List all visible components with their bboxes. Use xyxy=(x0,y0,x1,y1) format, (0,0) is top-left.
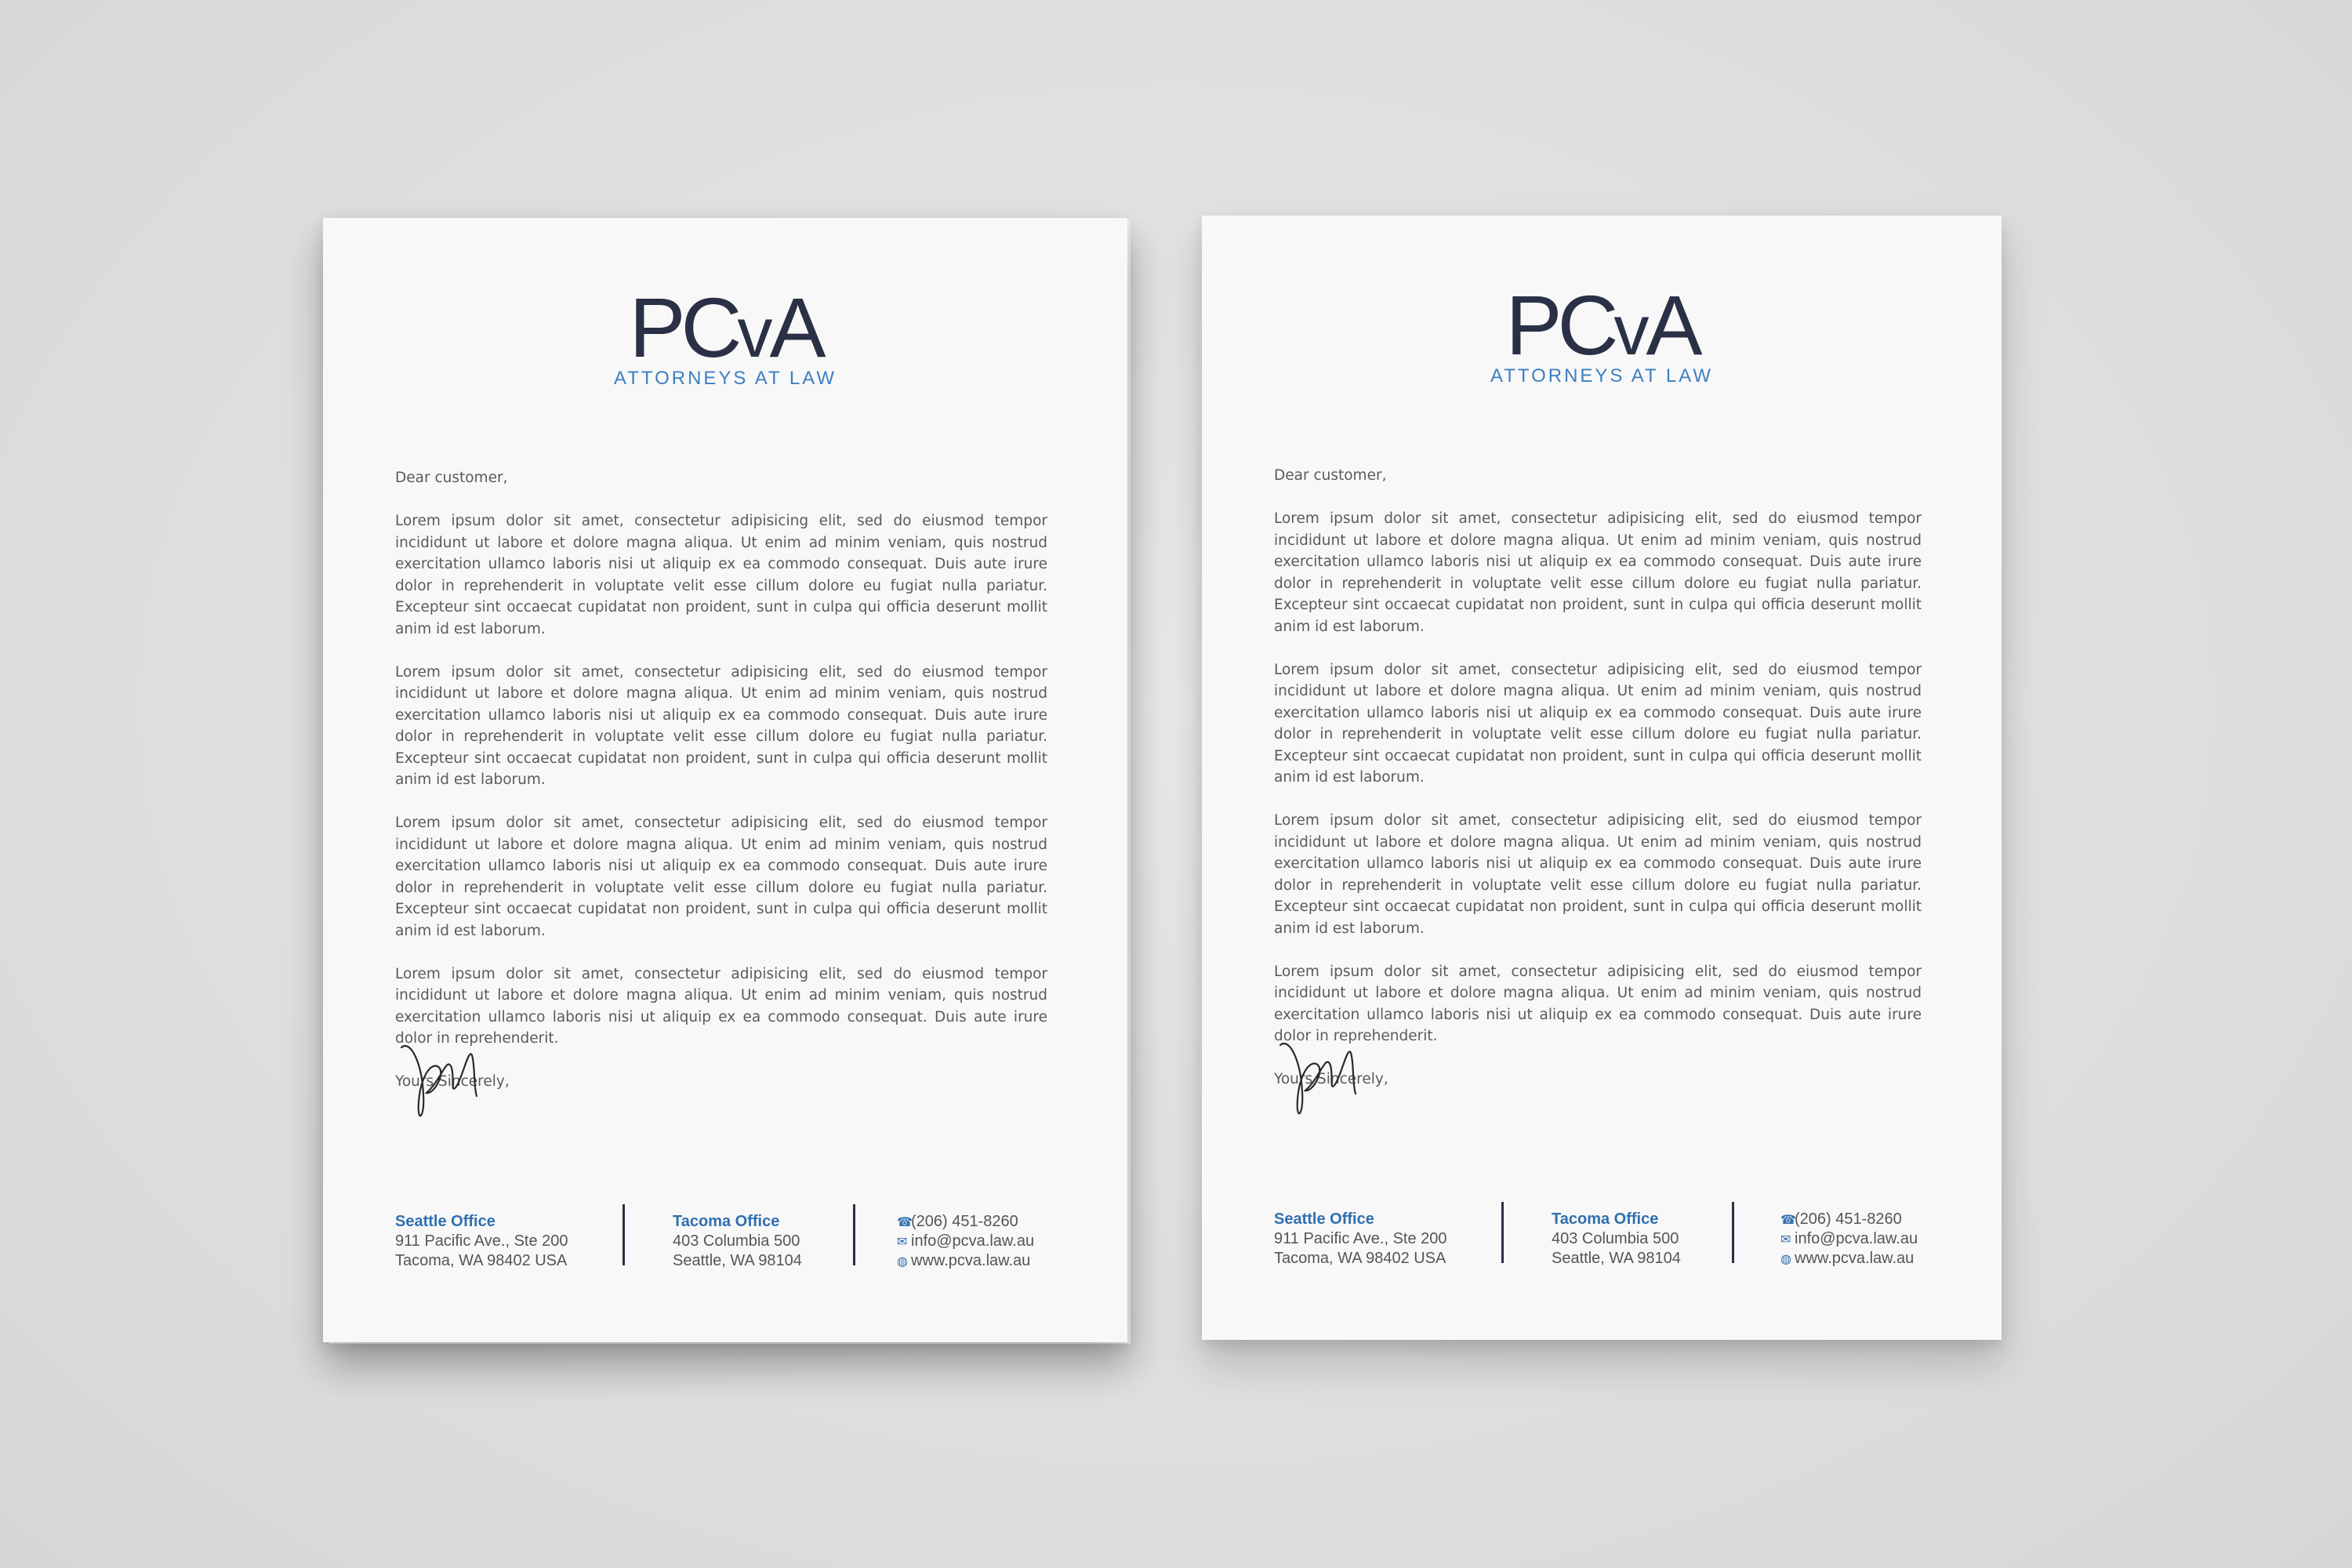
paragraph: Lorem ipsum dolor sit amet, consectetur adipisicing elit, sed do eiusmod tempor incididunt ut labore et dolore magna aliqua. Ut enim ad minim veniam, quis nostrud exercitation ullamco laboris nisi ut aliquip ex ea commodo consequat. Duis aute irure dolor in reprehenderit in voluptate velit esse cillum dolore eu fugiat nulla pariatur. Excepteur sint occaecat cupidatat non proident, sunt in culpa qui officia deserunt mollit anim id est laborum. xyxy=(395,513,1047,637)
logo-mark: PCvA xyxy=(629,280,822,375)
contact-block xyxy=(1780,1210,1918,1269)
office-address-line: Tacoma, WA 98402 USA xyxy=(395,1252,568,1269)
letter-body xyxy=(1274,465,1922,1112)
greeting: Dear customer, xyxy=(1274,467,1387,484)
closing: Yours Sincerely, xyxy=(1274,1071,1388,1087)
web-row: ◍ www.pcva.law.au xyxy=(1780,1250,1915,1267)
footer-divider xyxy=(622,1204,625,1265)
closing: Yours Sincerely, xyxy=(395,1073,510,1090)
tacoma-office xyxy=(673,1212,802,1271)
globe-icon: ◍ xyxy=(897,1254,908,1269)
seattle-office xyxy=(395,1212,568,1271)
logo xyxy=(1202,278,2002,387)
paragraph: Lorem ipsum dolor sit amet, consectetur adipisicing elit, sed do eiusmod tempor incididunt ut labore et dolore magna aliqua. Ut enim ad minim veniam, quis nostrud exercitation ullamco laboris nisi ut aliquip ex ea commodo consequat. Duis aute irure dolor in reprehenderit in voluptate velit esse cillum dolore eu fugiat nulla pariatur. Excepteur sint occaecat cupidatat non proident, sunt in culpa qui officia deserunt mollit anim id est laborum. xyxy=(395,663,1047,788)
paragraph: Lorem ipsum dolor sit amet, consectetur adipisicing elit, sed do eiusmod tempor incididunt ut labore et dolore magna aliqua. Ut enim ad minim veniam, quis nostrud exercitation ullamco laboris nisi ut aliquip ex ea commodo consequat. Duis aute irure dolor in reprehenderit in voluptate velit esse cillum dolore eu fugiat nulla pariatur. Excepteur sint occaecat cupidatat non proident, sunt in culpa qui officia deserunt mollit anim id est laborum. xyxy=(1274,510,1922,635)
footer xyxy=(395,1212,1047,1275)
letter-body xyxy=(395,467,1047,1114)
footer-divider xyxy=(853,1204,855,1265)
tacoma-office xyxy=(1552,1210,1681,1269)
web-row: ◍ www.pcva.law.au xyxy=(897,1252,1031,1269)
phone-row: ☎(206) 451-8260 xyxy=(897,1213,1018,1230)
office-address-line: 911 Pacific Ave., Ste 200 xyxy=(395,1232,568,1250)
footer-divider xyxy=(1501,1202,1504,1263)
logo-tagline: ATTORNEYS AT LAW xyxy=(1490,365,1714,387)
envelope-icon: ✉ xyxy=(1780,1232,1791,1247)
email-row: ✉ info@pcva.law.au xyxy=(897,1232,1035,1250)
phone-icon: ☎ xyxy=(897,1214,913,1229)
phone-icon: ☎ xyxy=(1780,1212,1796,1227)
office-address-line: 403 Columbia 500 xyxy=(673,1232,800,1250)
letterhead-sheet-right xyxy=(1202,216,2002,1340)
office-title: Seattle Office xyxy=(395,1213,495,1230)
office-address-line: 403 Columbia 500 xyxy=(1552,1230,1679,1247)
paragraph: Lorem ipsum dolor sit amet, consectetur adipisicing elit, sed do eiusmod tempor incididunt ut labore et dolore magna aliqua. Ut enim ad minim veniam, quis nostrud exercitation ullamco laboris nisi ut aliquip ex ea commodo consequat. Duis aute irure dolor in reprehenderit in voluptate velit esse cillum dolore eu fugiat nulla pariatur. Excepteur sint occaecat cupidatat non proident, sunt in culpa qui officia deserunt mollit anim id est laborum. xyxy=(1274,661,1922,786)
signature xyxy=(395,1032,497,1126)
letterhead-sheet-left xyxy=(323,218,1127,1342)
paragraph: Lorem ipsum dolor sit amet, consectetur adipisicing elit, sed do eiusmod tempor incididunt ut labore et dolore magna aliqua. Ut enim ad minim veniam, quis nostrud exercitation ullamco laboris nisi ut aliquip ex ea commodo consequat. Duis aute irure dolor in reprehenderit in voluptate velit esse cillum dolore eu fugiat nulla pariatur. Excepteur sint occaecat cupidatat non proident, sunt in culpa qui officia deserunt mollit anim id est laborum. xyxy=(1274,812,1922,937)
office-address-line: Tacoma, WA 98402 USA xyxy=(1274,1250,1446,1267)
contact-block xyxy=(897,1212,1034,1271)
logo xyxy=(323,280,1127,390)
office-address-line: Seattle, WA 98104 xyxy=(1552,1250,1681,1267)
phone-row: ☎(206) 451-8260 xyxy=(1780,1210,1902,1228)
logo-tagline: ATTORNEYS AT LAW xyxy=(613,368,837,389)
paragraph: Lorem ipsum dolor sit amet, consectetur adipisicing elit, sed do eiusmod tempor incididunt ut labore et dolore magna aliqua. Ut enim ad minim veniam, quis nostrud exercitation ullamco laboris nisi ut aliquip ex ea commodo consequat. Duis aute irure dolor in reprehenderit. xyxy=(1274,963,1922,1044)
paragraph: Lorem ipsum dolor sit amet, consectetur adipisicing elit, sed do eiusmod tempor incididunt ut labore et dolore magna aliqua. Ut enim ad minim veniam, quis nostrud exercitation ullamco laboris nisi ut aliquip ex ea commodo consequat. Duis aute irure dolor in reprehenderit. xyxy=(395,965,1047,1047)
globe-icon: ◍ xyxy=(1780,1251,1791,1266)
paragraph: Lorem ipsum dolor sit amet, consectetur adipisicing elit, sed do eiusmod tempor incididunt ut labore et dolore magna aliqua. Ut enim ad minim veniam, quis nostrud exercitation ullamco laboris nisi ut aliquip ex ea commodo consequat. Duis aute irure dolor in reprehenderit in voluptate velit esse cillum dolore eu fugiat nulla pariatur. Excepteur sint occaecat cupidatat non proident, sunt in culpa qui officia deserunt mollit anim id est laborum. xyxy=(395,815,1047,939)
office-address-line: Seattle, WA 98104 xyxy=(673,1252,802,1269)
email-row: ✉ info@pcva.law.au xyxy=(1780,1230,1918,1247)
envelope-icon: ✉ xyxy=(897,1234,908,1249)
office-title: Tacoma Office xyxy=(1552,1210,1659,1228)
seattle-office xyxy=(1274,1210,1447,1269)
footer xyxy=(1274,1210,1922,1272)
footer-divider xyxy=(1732,1202,1734,1263)
logo-mark: PCvA xyxy=(1505,278,1698,372)
office-title: Tacoma Office xyxy=(673,1213,780,1230)
office-address-line: 911 Pacific Ave., Ste 200 xyxy=(1274,1230,1447,1247)
office-title: Seattle Office xyxy=(1274,1210,1374,1228)
greeting: Dear customer, xyxy=(395,470,508,486)
signature xyxy=(1274,1029,1376,1123)
